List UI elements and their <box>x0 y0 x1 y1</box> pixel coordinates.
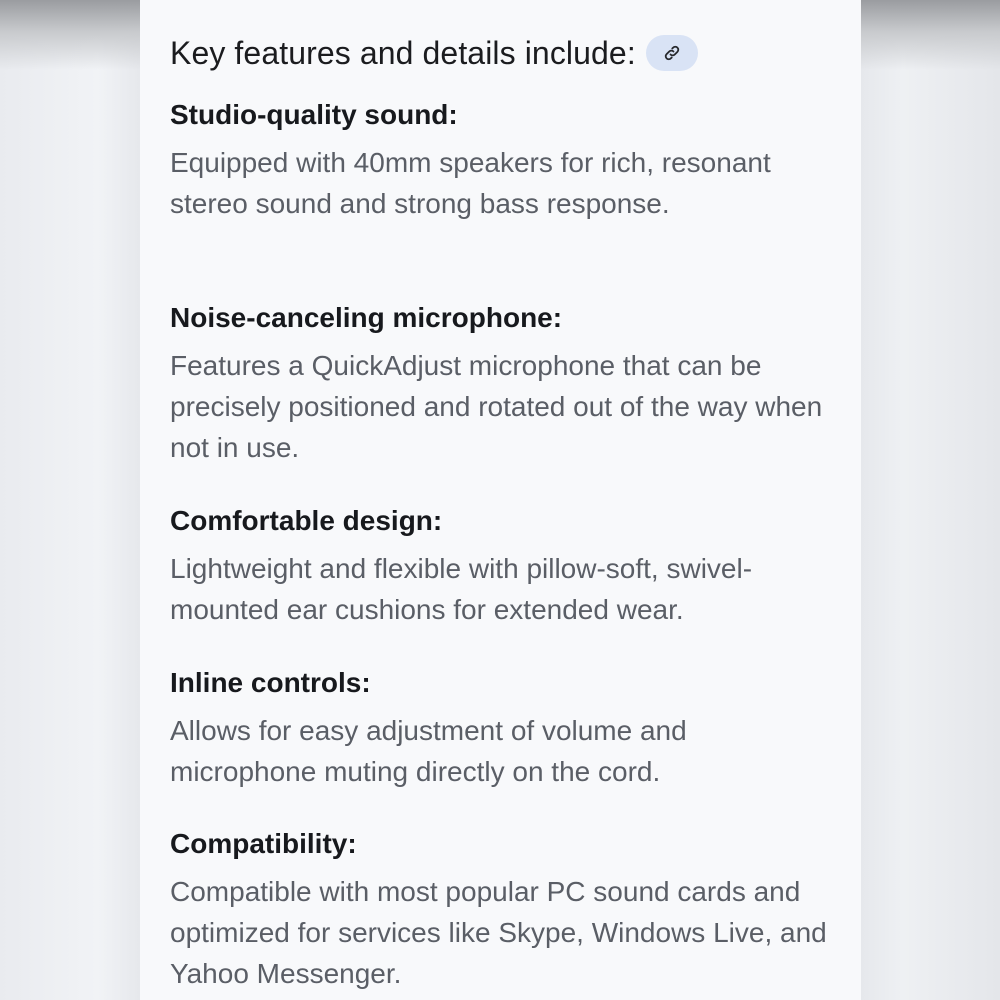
background-right <box>861 0 1000 1000</box>
feature-title: Studio-quality sound: <box>170 99 458 130</box>
feature-title: Noise-canceling microphone: <box>170 302 563 333</box>
feature-microphone <box>170 298 840 468</box>
feature-title: Inline controls: <box>170 667 371 698</box>
feature-studio-sound <box>170 95 840 224</box>
feature-title: Comfortable design: <box>170 505 443 536</box>
feature-comfort <box>170 501 840 630</box>
feature-description: Lightweight and flexible with pillow-soft, swivel-mounted ear cushions for extended wear. <box>170 553 753 625</box>
feature-description: Equipped with 40mm speakers for rich, resonant stereo sound and strong bass response. <box>170 147 771 219</box>
feature-compatibility <box>170 824 840 994</box>
response-panel[interactable] <box>140 0 861 1000</box>
feature-description: Features a QuickAdjust microphone that can be precisely positioned and rotated out of the way when not in use. <box>170 350 823 463</box>
section-heading: Key features and details include: <box>170 34 636 71</box>
feature-description: Allows for easy adjustment of volume and microphone muting directly on the cord. <box>170 715 687 787</box>
link-icon <box>663 44 681 62</box>
feature-description: Compatible with most popular PC sound cards and optimized for services like Skype, Windows Live, and Yahoo Messenger. <box>170 876 827 989</box>
feature-inline-controls <box>170 663 840 792</box>
source-link-button[interactable] <box>646 35 698 71</box>
background-left <box>0 0 140 1000</box>
heading-row <box>170 30 698 76</box>
feature-title: Compatibility: <box>170 828 357 859</box>
